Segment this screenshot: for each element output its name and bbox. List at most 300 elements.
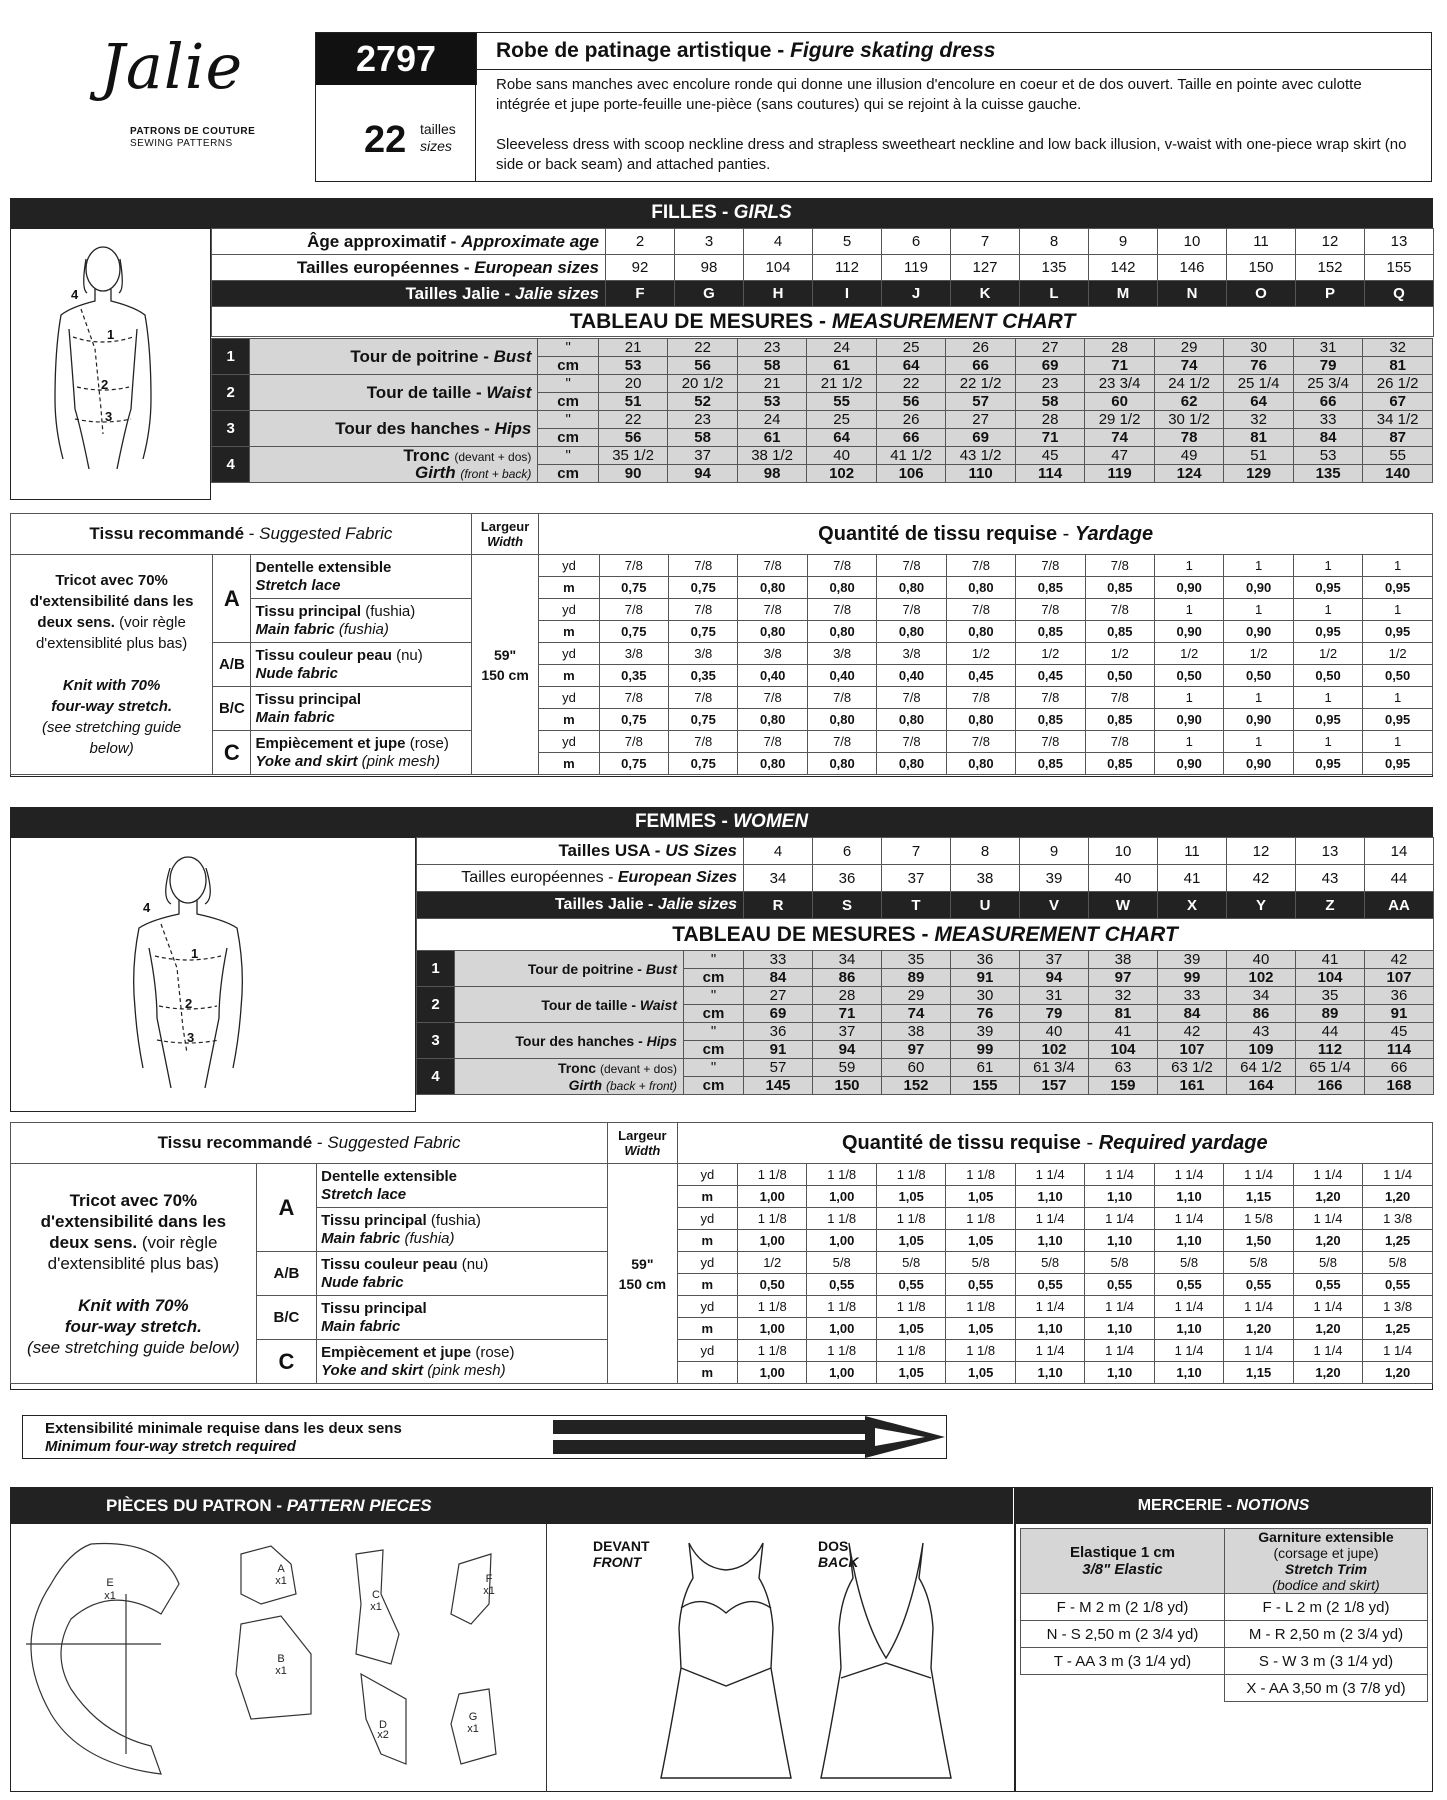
row-number: 1 [212,339,250,375]
table-cell: 7/8 [877,599,946,621]
table-cell: 27 [1015,339,1085,357]
table-cell: 1,00 [807,1362,876,1384]
table-cell: Y [1227,892,1296,919]
table-cell: 27 [946,411,1016,429]
table-cell: 7/8 [946,731,1015,753]
table-cell: 0,95 [1293,577,1362,599]
table-cell: 28 [1085,339,1155,357]
pattern-description [496,75,1416,175]
brand-logo [100,30,300,170]
table-cell: 25 3/4 [1293,375,1363,393]
yardage-header: Quantité de tissu requise - Required yardage [677,1123,1432,1164]
table-cell: 1 1/8 [876,1340,945,1362]
table-cell: 112 [1296,1041,1365,1059]
table-cell: 1 1/8 [876,1296,945,1318]
table-cell: 53 [737,393,807,411]
table-cell: 7/8 [599,599,668,621]
table-cell: 3/8 [877,643,946,665]
table-cell: 1,15 [1224,1362,1293,1384]
width-header: Largeur Width [608,1123,677,1164]
table-cell: 7/8 [1016,731,1085,753]
table-cell: 1 1/4 [1224,1164,1293,1186]
measure-label: Tour de poitrine - Bust [250,339,538,375]
table-cell: 1,20 [1293,1230,1362,1252]
table-cell: cm [538,357,598,375]
table-cell: m [539,753,599,775]
table-cell: 7/8 [946,687,1015,709]
table-cell: 1 5/8 [1224,1208,1293,1230]
table-cell: 29 [1154,339,1224,357]
table-cell: 142 [1089,255,1158,281]
table-cell: I [813,281,882,307]
table-cell: 1 [1224,555,1293,577]
table-cell: 0,95 [1363,621,1433,643]
table-cell: 66 [1365,1059,1434,1077]
measure-label: Tour de poitrine - Bust [455,951,684,987]
table-cell: 23 [668,411,738,429]
table-cell: 39 [1158,951,1227,969]
table-cell: 74 [882,1005,951,1023]
table-cell: 127 [951,255,1020,281]
table-cell: 36 [744,1023,813,1041]
fabric-name: Dentelle extensible Stretch lace [317,1164,608,1208]
table-cell: 0,35 [669,665,738,687]
yardage-header: Quantité de tissu requise - Yardage [539,514,1433,555]
table-cell: 0,90 [1155,621,1224,643]
table-cell: 42 [1365,951,1434,969]
notions-bar: MERCERIE - NOTIONS [1016,1488,1431,1524]
table-cell: 40 [1227,951,1296,969]
table-cell: 41 [1089,1023,1158,1041]
svg-text:x1: x1 [483,1585,495,1597]
table-cell: 92 [606,255,675,281]
table-cell: 55 [807,393,877,411]
table-cell: 0,50 [1155,665,1224,687]
table-cell: 35 1/2 [598,447,668,465]
women-fabric-table [10,1122,1433,1384]
table-cell: 89 [1296,1005,1365,1023]
table-cell: 13 [1296,838,1365,865]
table-cell: 6 [813,838,882,865]
table-cell: 0,90 [1224,621,1293,643]
width-header: Largeur Width [471,514,538,555]
svg-text:D: D [379,1719,387,1731]
table-cell: 7/8 [738,731,807,753]
table-cell: 97 [882,1041,951,1059]
table-cell: 43 [1296,865,1365,892]
women-chart-title: TABLEAU DE MESURES - MEASUREMENT CHART [417,919,1434,951]
table-cell: 7/8 [1016,555,1085,577]
table-cell: yd [677,1208,737,1230]
table-cell: 63 1/2 [1158,1059,1227,1077]
table-cell: 1/2 [1155,643,1224,665]
table-cell: 90 [598,465,668,483]
table-cell: 1 [1155,731,1224,753]
table-cell: 109 [1227,1041,1296,1059]
table-cell: 69 [744,1005,813,1023]
table-cell: Q [1365,281,1434,307]
table-cell: 1/2 [946,643,1015,665]
women-figure-box [10,837,416,1112]
table-cell: 0,80 [877,753,946,775]
piece-b-icon [236,1616,311,1719]
table-cell: 30 [951,987,1020,1005]
table-cell: 86 [1227,1005,1296,1023]
table-cell: 1,25 [1363,1230,1433,1252]
table-cell: " [684,1023,744,1041]
table-cell: 1 1/8 [946,1164,1015,1186]
table-cell: 1 [1155,687,1224,709]
table-cell: m [677,1186,737,1208]
fabric-name: Tissu principal Main fabric [317,1296,608,1340]
table-cell: 0,85 [1016,753,1085,775]
table-cell: 32 [1089,987,1158,1005]
table-cell: 7/8 [738,599,807,621]
table-cell: 74 [1085,429,1155,447]
table-cell: N - S 2,50 m (2 3/4 yd) [1021,1621,1225,1648]
table-cell: 1 1/8 [807,1164,876,1186]
table-cell: 7/8 [1085,731,1154,753]
table-cell: 29 [882,987,951,1005]
table-cell: 3/8 [807,643,876,665]
table-cell: 0,80 [877,577,946,599]
table-cell: 114 [1365,1041,1434,1059]
table-cell: 1 3/8 [1363,1296,1433,1318]
table-cell: 23 3/4 [1085,375,1155,393]
table-cell: 7/8 [599,731,668,753]
svg-text:4: 4 [143,900,151,915]
table-cell: 66 [1293,393,1363,411]
table-cell: AA [1365,892,1434,919]
table-cell: 8 [1020,229,1089,255]
table-cell: 7/8 [1085,687,1154,709]
table-cell: 11 [1158,838,1227,865]
table-cell: J [882,281,951,307]
table-cell: 60 [882,1059,951,1077]
table-cell: 91 [744,1041,813,1059]
stretch-arrow-icon [553,1416,945,1458]
svg-text:B: B [277,1653,285,1665]
brand-sub-fr: PATRONS DE COUTURE [130,126,256,137]
trim-header: Garniture extensible (corsage et jupe) Stretch Trim (bodice and skirt) [1225,1529,1428,1594]
table-cell: 1 1/4 [1085,1208,1154,1230]
table-cell: 1 [1155,555,1224,577]
table-cell: 37 [668,447,738,465]
table-cell: 1,00 [738,1230,807,1252]
svg-text:x1: x1 [467,1723,479,1735]
table-cell: 43 1/2 [946,447,1016,465]
table-cell: 24 1/2 [1154,375,1224,393]
measure-label: Tronc (devant + dos) Girth (back + front) [455,1059,684,1095]
table-cell: 0,55 [1363,1274,1433,1296]
table-cell: 38 1/2 [737,447,807,465]
fabric-name: Empiècement et jupe (rose) Yoke and skirt (pink mesh) [317,1340,608,1384]
table-cell: 1/2 [1016,643,1085,665]
table-cell: 1,10 [1154,1362,1223,1384]
pattern-number: 2797 [316,33,476,85]
table-cell: 99 [951,1041,1020,1059]
svg-text:x1: x1 [275,1665,287,1677]
notions-box [1015,1487,1433,1792]
table-cell: 84 [744,969,813,987]
table-cell: 21 [737,375,807,393]
table-cell: 1/2 [1224,643,1293,665]
table-cell: 25 [876,339,946,357]
table-cell: 0,40 [877,665,946,687]
table-cell: 1 1/4 [1293,1340,1362,1362]
table-cell: 1 1/4 [1085,1164,1154,1186]
table-cell: 34 1/2 [1363,411,1433,429]
table-cell: 0,75 [669,577,738,599]
table-cell: 102 [1227,969,1296,987]
eu-label: Tailles européennes - European sizes [212,255,606,281]
pattern-title: Robe de patinage artistique - Figure skating dress [496,39,996,62]
table-cell: 84 [1158,1005,1227,1023]
table-cell: 2 [606,229,675,255]
table-cell: cm [684,1005,744,1023]
table-cell: 64 1/2 [1227,1059,1296,1077]
table-cell: m [677,1230,737,1252]
knit-note: Tricot avec 70% d'extensibilité dans les deux sens. (voir règle d'extensiblité plus bas) Knit with 70% four-way stretch. (see stretching guide below) [11,1164,257,1384]
table-cell: 0,95 [1363,577,1433,599]
table-cell: 0,75 [669,709,738,731]
table-cell: 64 [1224,393,1294,411]
fabric-name: Tissu principal (fushia) Main fabric (fushia) [317,1208,608,1252]
table-cell: 20 [598,375,668,393]
table-cell: 0,55 [946,1274,1015,1296]
table-cell: 45 [1365,1023,1434,1041]
fabric-width: 59" 150 cm [471,555,538,775]
dress-front-icon [661,1543,791,1778]
table-cell: 34 [1227,987,1296,1005]
table-cell: yd [677,1164,737,1186]
svg-text:3: 3 [187,1030,195,1045]
table-cell: 13 [1365,229,1434,255]
svg-text:x1: x1 [104,1590,116,1602]
table-cell: 1 [1293,555,1362,577]
table-cell: 0,55 [1154,1274,1223,1296]
fabric-code: C [256,1340,316,1384]
table-cell: 1 1/4 [1015,1208,1084,1230]
table-cell: 107 [1365,969,1434,987]
table-cell: 1 1/4 [1015,1340,1084,1362]
table-cell: 94 [668,465,738,483]
table-cell: F - L 2 m (2 1/8 yd) [1225,1594,1428,1621]
table-cell: 0,80 [877,709,946,731]
table-cell: F [606,281,675,307]
svg-text:1: 1 [107,327,115,342]
table-cell: 39 [1020,865,1089,892]
table-cell: 53 [598,357,668,375]
table-cell: 1 [1363,687,1433,709]
table-cell: cm [538,429,598,447]
fabric-name: Empiècement et jupe (rose) Yoke and skirt (pink mesh) [251,731,471,775]
table-cell: 47 [1085,447,1155,465]
table-cell: 81 [1224,429,1294,447]
table-cell: 7/8 [877,555,946,577]
svg-text:C: C [372,1589,380,1601]
table-cell: 45 [1015,447,1085,465]
table-cell: 58 [1015,393,1085,411]
table-cell: 0,50 [738,1274,807,1296]
table-cell: 31 [1020,987,1089,1005]
size-fr: tailles [420,121,456,137]
table-cell: M [1089,281,1158,307]
table-cell: G [675,281,744,307]
fabric-name: Tissu principal (fushia) Main fabric (fushia) [251,599,471,643]
table-cell: L [1020,281,1089,307]
table-cell: 5/8 [1363,1252,1433,1274]
table-cell: 58 [737,357,807,375]
table-cell: 0,40 [738,665,807,687]
table-cell: cm [684,1041,744,1059]
fabric-code: A/B [213,643,251,687]
table-cell: 0,95 [1293,709,1362,731]
table-cell: 71 [1015,429,1085,447]
dress-back-icon [821,1543,951,1778]
table-cell: 7/8 [738,687,807,709]
table-cell: 27 [744,987,813,1005]
piece-label: E [106,1577,114,1589]
row-number: 2 [212,375,250,411]
table-cell: 81 [1363,357,1433,375]
table-cell: 1,05 [876,1230,945,1252]
table-cell: " [538,339,598,357]
table-cell: 129 [1224,465,1294,483]
table-cell: yd [677,1252,737,1274]
table-cell: 1 [1363,599,1433,621]
table-cell: 1,00 [807,1186,876,1208]
table-cell: 7/8 [599,555,668,577]
table-cell: 1,05 [946,1230,1015,1252]
table-cell: m [539,577,599,599]
table-cell: 7/8 [599,687,668,709]
measure-label: Tronc (devant + dos) Girth (front + back) [250,447,538,483]
table-cell: 1 1/4 [1363,1340,1433,1362]
table-cell: 26 [876,411,946,429]
table-cell: 3/8 [738,643,807,665]
table-cell: 0,75 [599,621,668,643]
body-figure-icon [11,229,209,499]
desc-fr: Robe sans manches avec encolure ronde qui donne une illusion d'encolure en coeur et de dos ouvert. Taille en pointe avec culotte intégrée et jupe porte-feuille une-pièce (sans coutures) qui se rejoint à la cuisse gauche. [496,76,1362,113]
table-cell: cm [684,1077,744,1095]
table-cell: 5 [813,229,882,255]
table-cell: 7/8 [669,599,738,621]
table-cell: 7 [951,229,1020,255]
table-cell: 7/8 [669,731,738,753]
table-cell: cm [538,393,598,411]
table-cell: 1 1/4 [1154,1208,1223,1230]
table-cell: 0,85 [1085,753,1154,775]
fabric-header: Tissu recommandé - Suggested Fabric [11,1123,608,1164]
size-count-box [316,85,476,181]
table-cell: 51 [598,393,668,411]
table-cell: 7/8 [807,731,876,753]
table-cell: 1 [1363,731,1433,753]
table-cell: P [1296,281,1365,307]
table-cell: 97 [1089,969,1158,987]
table-cell: 57 [744,1059,813,1077]
table-cell: 22 [598,411,668,429]
table-cell: 5/8 [876,1252,945,1274]
table-cell: 155 [1365,255,1434,281]
fabric-code: A [256,1164,316,1252]
table-cell: 104 [1089,1041,1158,1059]
table-cell: 12 [1296,229,1365,255]
table-cell: 1 1/8 [946,1340,1015,1362]
table-cell: 0,80 [738,709,807,731]
table-cell: 1 3/8 [1363,1208,1433,1230]
table-cell: S [813,892,882,919]
fabric-code: A [213,555,251,643]
table-cell: 61 [737,429,807,447]
table-cell: 33 [1158,987,1227,1005]
svg-text:G: G [468,1711,478,1723]
table-cell: 0,95 [1363,709,1433,731]
table-cell: 7/8 [807,599,876,621]
table-cell: 1 1/4 [1293,1208,1362,1230]
table-cell: 44 [1365,865,1434,892]
table-cell: 104 [744,255,813,281]
table-cell [1021,1675,1225,1702]
desc-en: Sleeveless dress with scoop neckline dress and strapless sweetheart neckline and low back illusion, v-waist with one-piece wrap skirt (no side or back seam) and attached panties. [496,136,1407,173]
table-cell: 5/8 [1085,1252,1154,1274]
table-cell: 0,80 [807,753,876,775]
table-cell: 20 1/2 [668,375,738,393]
table-cell: 1 [1293,687,1362,709]
table-cell: 23 [1015,375,1085,393]
table-cell: 22 1/2 [946,375,1016,393]
table-cell: 1 1/4 [1224,1340,1293,1362]
table-cell: 1 1/4 [1293,1296,1362,1318]
table-cell: " [684,987,744,1005]
table-cell: 0,75 [599,709,668,731]
svg-text:x1: x1 [370,1601,382,1613]
us-label: Tailles USA - US Sizes [417,838,744,865]
piece-e-icon [31,1544,179,1775]
table-cell: O [1227,281,1296,307]
table-cell: 1,10 [1015,1362,1084,1384]
table-cell: 1,00 [738,1362,807,1384]
table-cell: 0,50 [1363,665,1433,687]
table-cell: 61 [807,357,877,375]
table-cell: 32 [1363,339,1433,357]
table-cell: 8 [951,838,1020,865]
table-cell: 98 [675,255,744,281]
table-cell: 89 [882,969,951,987]
table-cell: 0,35 [599,665,668,687]
table-cell: 78 [1154,429,1224,447]
table-cell: 166 [1296,1077,1365,1095]
table-cell: 31 [1293,339,1363,357]
table-cell: m [539,621,599,643]
table-cell: 36 [1365,987,1434,1005]
table-cell: 135 [1020,255,1089,281]
table-cell: 22 [668,339,738,357]
table-cell: 59 [813,1059,882,1077]
table-cell: 38 [951,865,1020,892]
girls-chart-title: TABLEAU DE MESURES - MEASUREMENT CHART [212,307,1434,337]
table-cell: 1 1/4 [1015,1164,1084,1186]
table-cell: 107 [1158,1041,1227,1059]
table-cell: 157 [1020,1077,1089,1095]
table-cell: 114 [1015,465,1085,483]
table-cell: " [538,411,598,429]
table-cell: 1,10 [1015,1318,1084,1340]
table-cell: 1 [1224,731,1293,753]
table-cell: 1,25 [1363,1318,1433,1340]
table-cell: 51 [1224,447,1294,465]
